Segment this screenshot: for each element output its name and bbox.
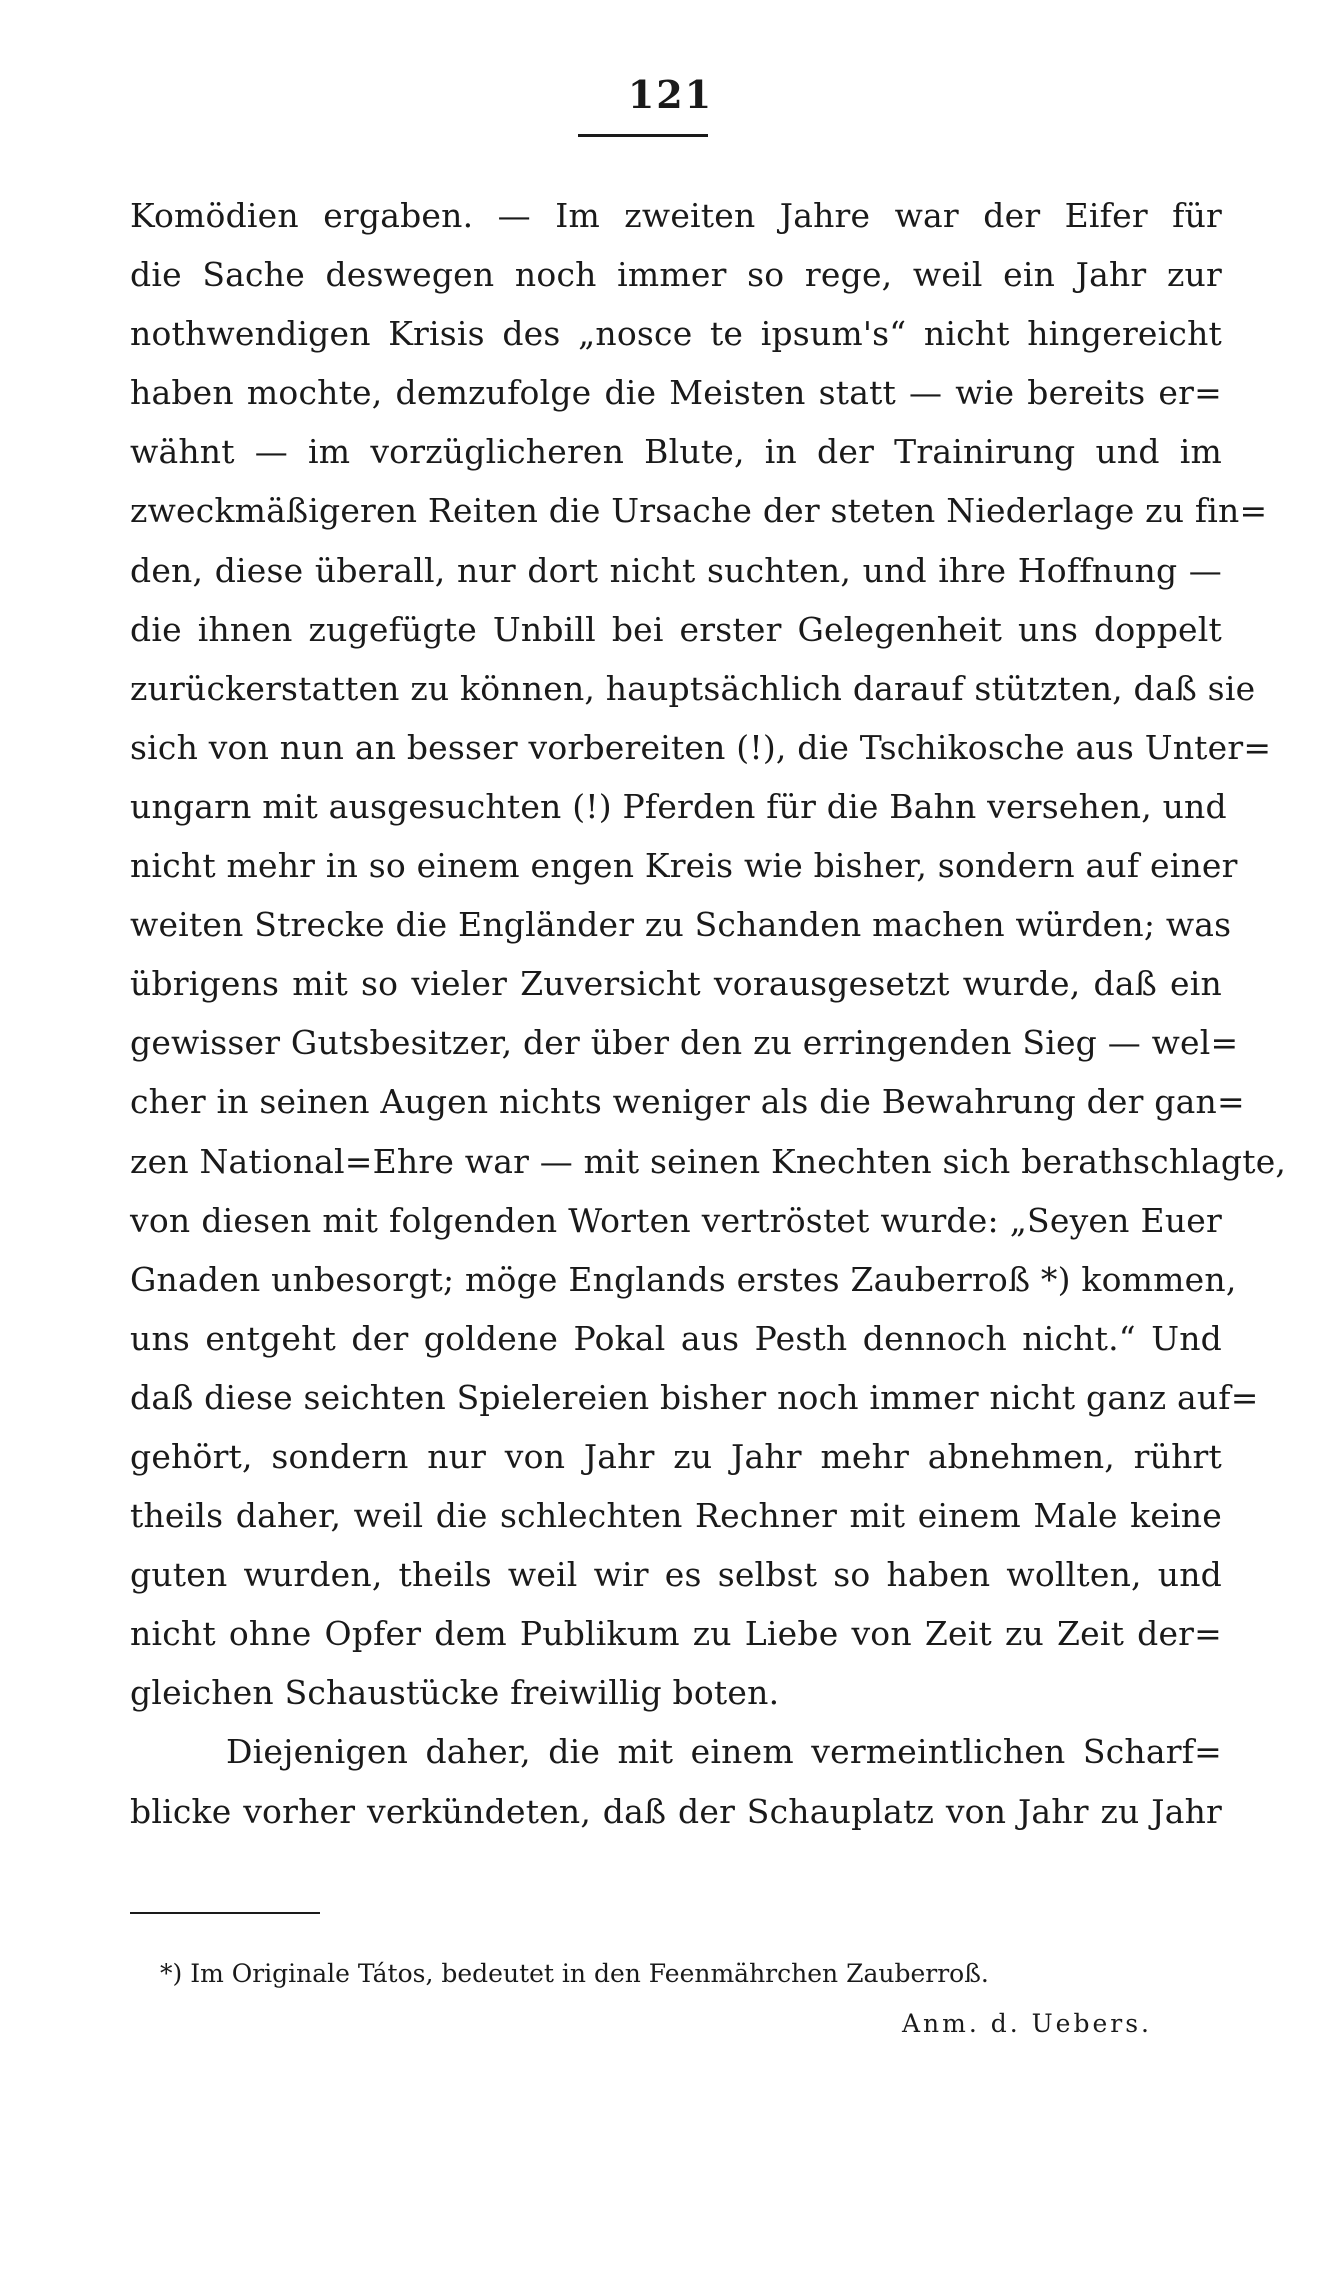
- paragraph: [130, 1722, 1222, 1840]
- text-line: blicke vorher verkündeten, daß der Schauplatz von Jahr zu Jahr: [130, 1791, 1222, 1831]
- text-line: den, diese überall, nur dort nicht suchten, und ihre Hoffnung —: [130, 550, 1222, 590]
- text-line: die Sache deswegen noch immer so rege, weil ein Jahr zur: [130, 255, 1222, 295]
- text-line: guten wurden, theils weil wir es selbst so haben wollten, und: [130, 1555, 1222, 1595]
- text-line: Gnaden unbesorgt; möge Englands erstes Zauberroß *) kommen,: [130, 1259, 1237, 1299]
- text-line: sich von nun an besser vorbereiten (!), die Tschikosche aus Unter=: [130, 727, 1272, 767]
- footnote-signature: Anm. d. Uebers.: [901, 2009, 1152, 2038]
- text-line: von diesen mit folgenden Worten vertröstet wurde: „Seyen Euer: [130, 1200, 1222, 1240]
- text-line: nicht ohne Opfer dem Publikum zu Liebe von Zeit zu Zeit der=: [130, 1614, 1222, 1654]
- text-line: nothwendigen Krisis des „nosce te ipsum's“ nicht hingereicht: [130, 314, 1222, 354]
- text-line: nicht mehr in so einem engen Kreis wie bisher, sondern auf einer: [130, 846, 1238, 886]
- footnote-rule: [130, 1912, 320, 1914]
- text-line: Komödien ergaben. — Im zweiten Jahre war der Eifer für: [130, 196, 1222, 235]
- text-line: wähnt — im vorzüglicheren Blute, in der Trainirung und im: [130, 432, 1222, 472]
- text-line: zweckmäßigeren Reiten die Ursache der steten Niederlage zu fin=: [130, 491, 1268, 531]
- body-text: [130, 186, 1287, 1841]
- text-line: zen National=Ehre war — mit seinen Knechten sich berathschlagte,: [130, 1141, 1287, 1181]
- page-number: 121: [627, 72, 714, 117]
- text-line: gehört, sondern nur von Jahr zu Jahr mehr abnehmen, rührt: [130, 1436, 1222, 1476]
- paragraph: [130, 186, 1287, 1722]
- text-line: uns entgeht der goldene Pokal aus Pesth dennoch nicht.“ Und: [130, 1318, 1222, 1358]
- text-line: gewisser Gutsbesitzer, der über den zu erringenden Sieg — wel=: [130, 1023, 1239, 1063]
- text-line: übrigens mit so vieler Zuversicht vorausgesetzt wurde, daß ein: [130, 964, 1222, 1004]
- footnote: *) Im Originale Tátos, bedeutet in den Feenmährchen Zauberroß.: [160, 1959, 989, 1988]
- text-line: haben mochte, demzufolge die Meisten statt — wie bereits er=: [130, 373, 1222, 413]
- text-line: die ihnen zugefügte Unbill bei erster Gelegenheit uns doppelt: [130, 609, 1222, 649]
- text-line: weiten Strecke die Engländer zu Schanden machen würden; was: [130, 905, 1232, 945]
- page-number-rule: [578, 134, 708, 137]
- text-line: zurückerstatten zu können, hauptsächlich darauf stützten, daß sie: [130, 668, 1256, 708]
- text-line: ungarn mit ausgesuchten (!) Pferden für die Bahn versehen, und: [130, 786, 1227, 826]
- text-line: gleichen Schaustücke freiwillig boten.: [130, 1673, 780, 1713]
- text-line: daß diese seichten Spielereien bisher noch immer nicht ganz auf=: [130, 1377, 1259, 1417]
- text-line: Diejenigen daher, die mit einem vermeintlichen Scharf=: [226, 1732, 1222, 1772]
- text-line: cher in seinen Augen nichts weniger als die Bewahrung der gan=: [130, 1082, 1245, 1122]
- text-line: theils daher, weil die schlechten Rechner mit einem Male keine: [130, 1496, 1222, 1536]
